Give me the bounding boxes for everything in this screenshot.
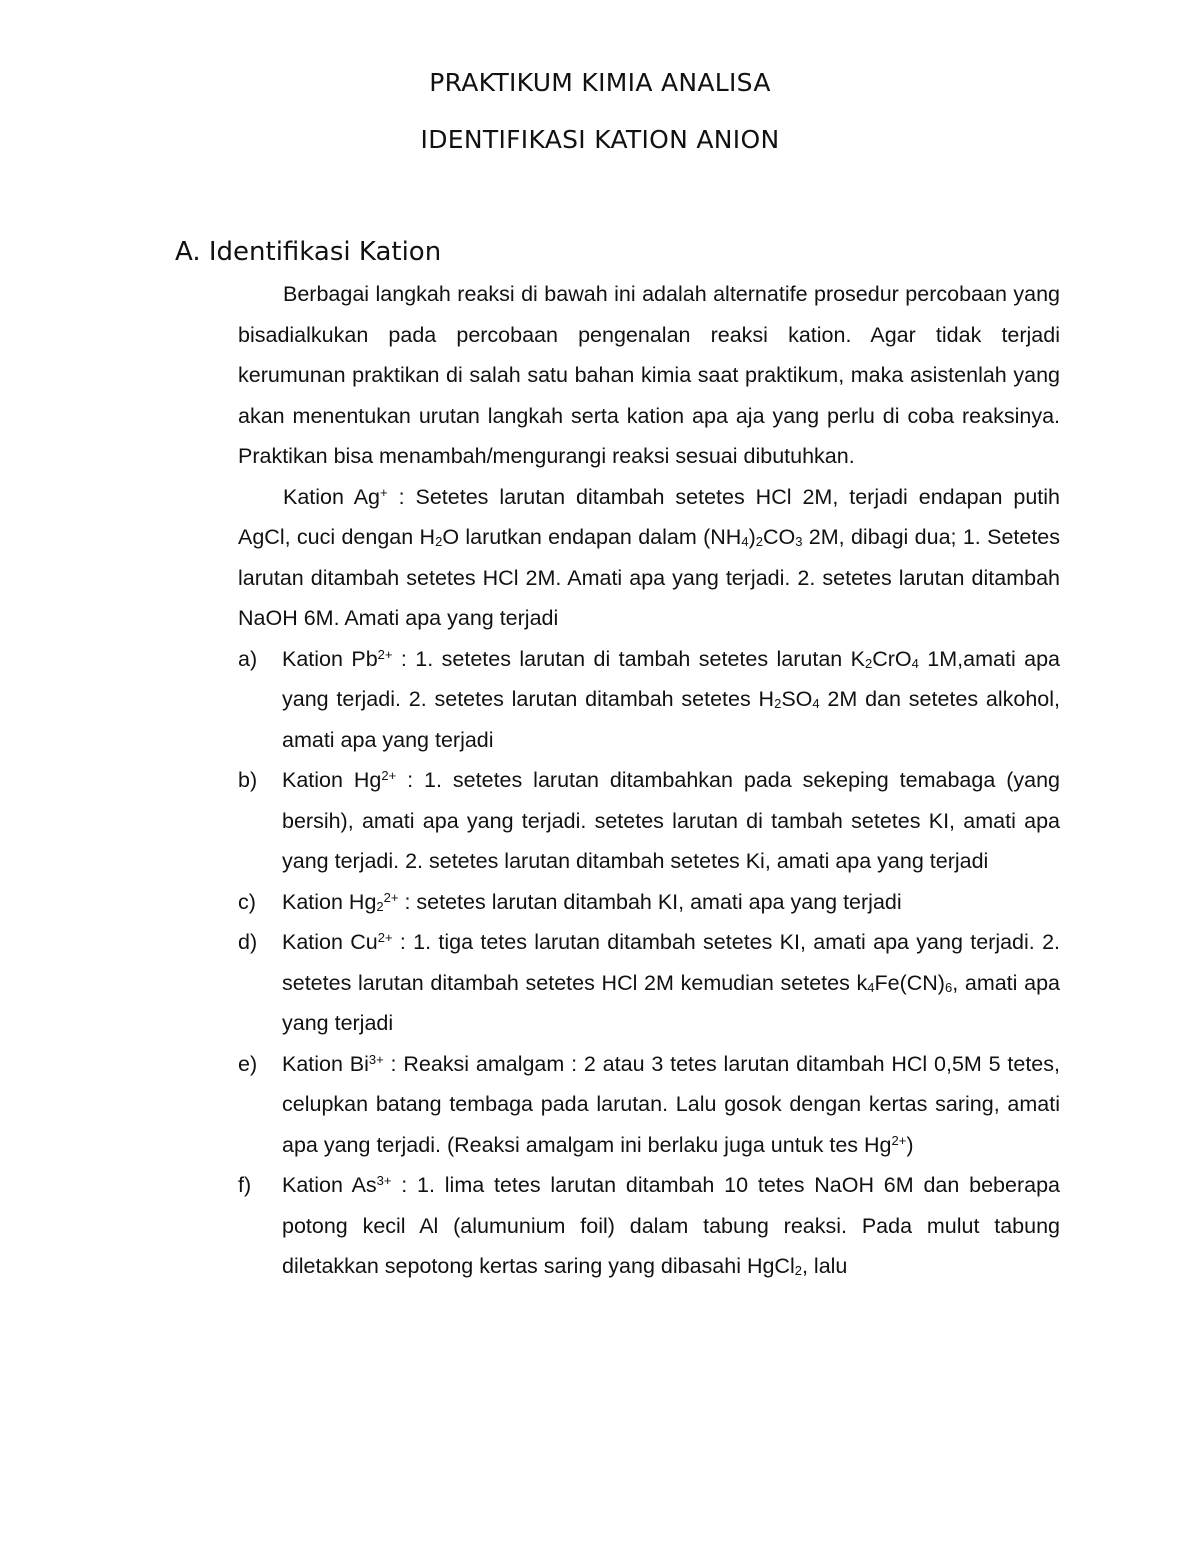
superscript: 2+ bbox=[383, 889, 399, 905]
text-run: ) bbox=[906, 1132, 914, 1157]
text-run: , lalu bbox=[801, 1254, 848, 1278]
superscript: + bbox=[380, 484, 388, 500]
subscript: 3 bbox=[795, 534, 803, 549]
list-item-bi bbox=[238, 1044, 1060, 1166]
text-run: CrO bbox=[872, 646, 912, 671]
subscript: 4 bbox=[867, 979, 875, 995]
text-run: O larutkan endapan dalam (NH bbox=[442, 525, 742, 549]
subscript: 4 bbox=[911, 655, 919, 671]
list-item-hg bbox=[238, 760, 1060, 882]
document-body bbox=[238, 274, 1060, 1287]
text-run: SO bbox=[781, 687, 813, 711]
text-run: Kation Hg bbox=[282, 768, 382, 792]
list-item-pb bbox=[238, 639, 1060, 761]
list-marker: f) bbox=[238, 1173, 252, 1197]
text-run: 2M dan setetes alkohol, amati apa yang terjadi bbox=[282, 687, 1061, 752]
list-marker: e) bbox=[238, 1051, 258, 1076]
text-run: CO bbox=[762, 525, 796, 549]
text-run: : 1. setetes larutan ditambahkan pada sekeping temabaga (yang bersih), amati apa yang terjadi. setetes larutan di tambah setetes KI, amati apa yang terjadi. 2. setetes larutan ditambah setetes Ki, amati apa yang terjadi bbox=[282, 768, 1060, 873]
text-run: Fe(CN) bbox=[874, 970, 945, 995]
list-marker: b) bbox=[238, 768, 258, 792]
text-run: Kation Ag bbox=[283, 484, 381, 509]
text-run: Kation Cu bbox=[282, 930, 378, 954]
text-run: Kation As bbox=[282, 1173, 377, 1197]
cation-list bbox=[238, 639, 1060, 1287]
text-run: , amati apa yang terjadi bbox=[282, 970, 1060, 1035]
superscript: 2+ bbox=[891, 1132, 907, 1148]
subscript: 4 bbox=[741, 534, 749, 549]
superscript: 2+ bbox=[377, 930, 393, 945]
text-run: 2M, dibagi dua; 1. Setetes larutan ditambah setetes HCl 2M. Amati apa yang terjadi. 2. setetes larutan ditambah NaOH 6M. Amati apa yang terjadi bbox=[238, 525, 1061, 630]
subscript: 2 bbox=[865, 655, 873, 671]
subscript: 2 bbox=[794, 1263, 802, 1278]
list-item-hg2 bbox=[238, 882, 1060, 923]
text-run: Kation Bi bbox=[282, 1051, 369, 1076]
text-run: : 1. tiga tetes larutan ditambah setetes KI, amati apa yang terjadi. 2. setetes larutan ditambah setetes HCl 2M kemudian setetes k bbox=[282, 930, 1060, 995]
text-run: : 1. setetes larutan di tambah setetes larutan K bbox=[392, 646, 865, 671]
list-marker: c) bbox=[238, 889, 256, 914]
list-item-as bbox=[238, 1165, 1060, 1287]
intro-paragraph: Berbagai langkah reaksi di bawah ini adalah alternatife prosedur percobaan yang bisadialkukan pada percobaan pengenalan reaksi kation. Agar tidak terjadi kerumunan praktikan di salah satu bahan kimia saat praktikum, maka asistenlah yang akan menentukan urutan langkah serta kation apa aja yang perlu di coba reaksinya. Praktikan bisa menambah/mengurangi reaksi sesuai dibutuhkan. bbox=[238, 282, 1060, 468]
section-a-heading: A. Identifikasi Kation bbox=[175, 237, 442, 267]
subscript: 2 bbox=[435, 534, 443, 549]
superscript: 3+ bbox=[376, 1173, 392, 1188]
document-subtitle: IDENTIFIKASI KATION ANION bbox=[420, 125, 780, 154]
subscript: 2 bbox=[755, 534, 763, 549]
list-item-cu bbox=[238, 922, 1060, 1044]
text-run: Kation Hg bbox=[282, 889, 377, 914]
subscript: 6 bbox=[944, 979, 953, 995]
ag-cation-paragraph bbox=[238, 477, 1060, 639]
superscript: 2+ bbox=[377, 646, 393, 662]
subscript: 2 bbox=[774, 696, 782, 711]
text-run: ) bbox=[748, 525, 756, 549]
document-title: PRAKTIKUM KIMIA ANALISA bbox=[429, 68, 771, 97]
superscript: 3+ bbox=[368, 1051, 384, 1067]
text-run: 1M,amati apa yang terjadi. 2. setetes larutan ditambah setetes H bbox=[282, 646, 1060, 711]
subscript: 2 bbox=[376, 898, 384, 914]
superscript: 2+ bbox=[381, 768, 397, 783]
text-run: : Setetes larutan ditambah setetes HCl 2M, terjadi endapan putih AgCl, cuci dengan H bbox=[238, 484, 1061, 549]
text-run: : Reaksi amalgam : 2 atau 3 tetes larutan ditambah HCl 0,5M 5 tetes, celupkan batang tembaga pada larutan. Lalu gosok dengan kertas saring, amati apa yang terjadi. (Reaksi amalgam ini berlaku juga untuk tes Hg bbox=[282, 1051, 1060, 1157]
text-run: : 1. lima tetes larutan ditambah 10 tetes NaOH 6M dan beberapa potong kecil Al (alumunium foil) dalam tabung reaksi. Pada mulut tabung diletakkan sepotong kertas saring yang dibasahi HgCl bbox=[282, 1173, 1060, 1278]
text-run: Kation Pb bbox=[282, 646, 378, 671]
list-marker: d) bbox=[238, 930, 258, 954]
text-run: : setetes larutan ditambah KI, amati apa yang terjadi bbox=[398, 889, 902, 914]
list-marker: a) bbox=[238, 646, 258, 671]
subscript: 4 bbox=[812, 696, 820, 711]
